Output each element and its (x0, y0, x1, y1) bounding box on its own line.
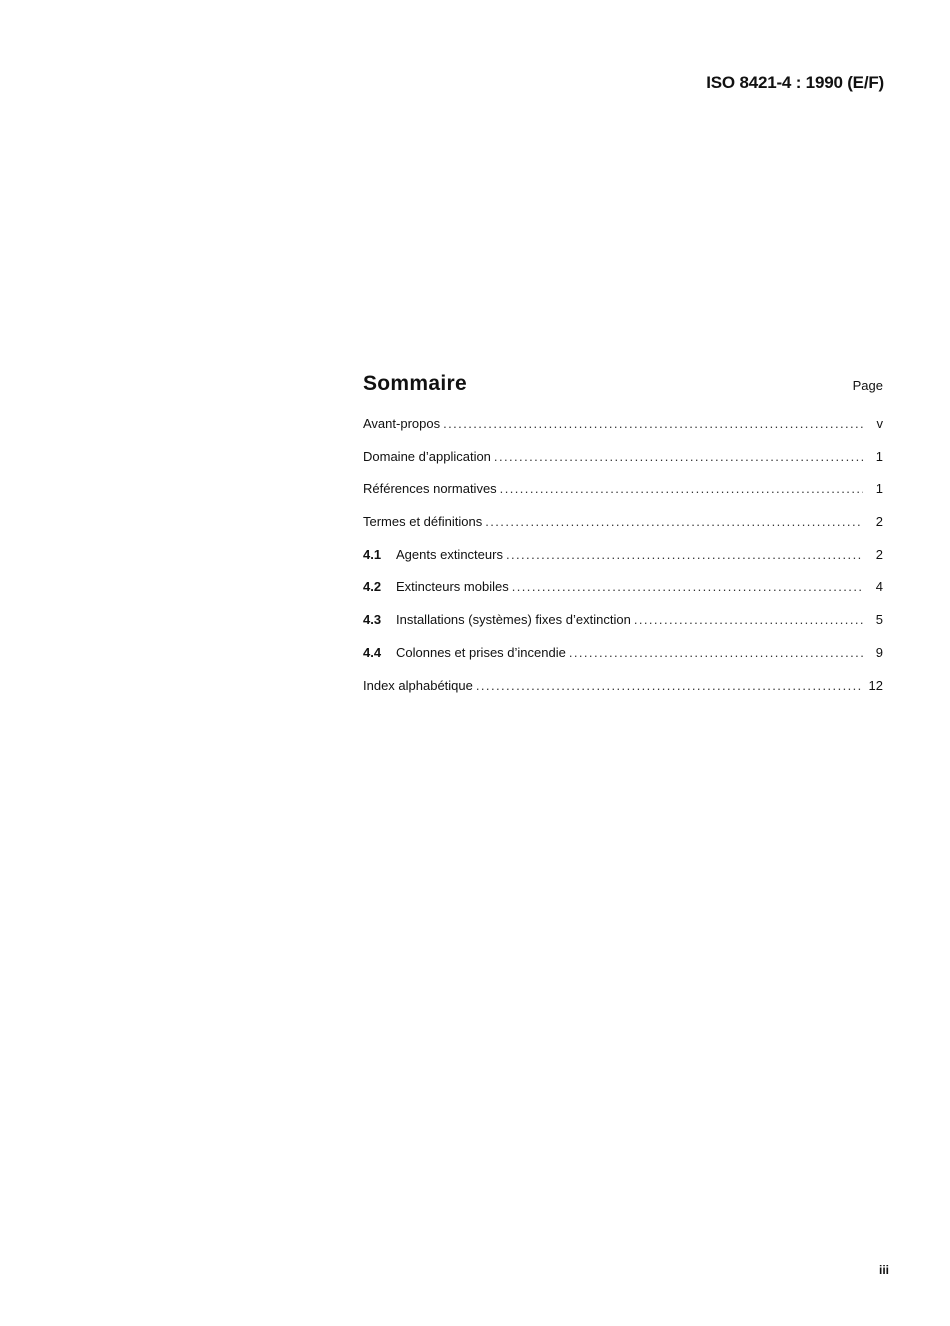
toc-dot-leader (476, 678, 863, 693)
toc-entry-page: 2 (875, 514, 883, 530)
toc-entry-index[interactable] (363, 678, 883, 711)
toc-entry-number: 4.1 (363, 546, 382, 562)
toc-entry-label: Agents extincteurs (396, 546, 503, 562)
toc-entry-domaine[interactable] (363, 449, 883, 482)
toc-entry-4-3[interactable] (363, 612, 883, 645)
toc-entry-number: 4.4 (363, 644, 382, 660)
toc-entry-page: 4 (875, 579, 883, 595)
toc-entry-label: Avant-propos (363, 416, 441, 431)
toc-dot-leader (506, 547, 863, 562)
toc-entry-label: Colonnes et prises d’incendie (396, 644, 566, 660)
toc-entry-page: v (876, 416, 883, 431)
toc-entry-page: 2 (875, 546, 883, 562)
toc-dot-leader (485, 514, 863, 529)
toc-dot-leader (494, 449, 863, 464)
toc-entry-list (363, 416, 883, 710)
toc-title: Sommaire (363, 372, 467, 395)
toc-entry-references[interactable] (363, 481, 883, 514)
toc-entry-label: Références normatives (363, 481, 497, 497)
toc-entry-page: 9 (875, 644, 883, 660)
toc-entry-label: Domaine d’application (363, 448, 491, 464)
toc-entry-avant-propos[interactable] (363, 416, 883, 449)
toc-dot-leader (634, 612, 863, 627)
toc-entry-label: Extincteurs mobiles (396, 579, 509, 595)
toc-entry-number: 4.2 (363, 579, 382, 595)
toc-dot-leader (443, 416, 863, 431)
toc-entry-page: 5 (875, 612, 883, 628)
toc-entry-label: Termes et définitions (363, 514, 483, 530)
toc-entry-number: 4.3 (363, 612, 382, 628)
toc-header (363, 372, 883, 402)
toc-entry-4-2[interactable] (363, 579, 883, 612)
document-identifier: ISO 8421-4 : 1990 (E/F) (706, 73, 884, 92)
page-number: iii (878, 1263, 889, 1277)
toc-entry-page: 1 (875, 448, 883, 464)
toc-page-column-label: Page (852, 378, 883, 393)
toc-entry-termes[interactable] (363, 514, 883, 547)
toc-dot-leader (512, 579, 863, 594)
toc-dot-leader (569, 645, 863, 660)
toc-entry-page: 12 (868, 677, 883, 693)
table-of-contents (363, 372, 883, 710)
toc-entry-label: Index alphabétique (363, 677, 473, 693)
toc-entry-4-1[interactable] (363, 547, 883, 580)
toc-dot-leader (500, 481, 863, 496)
toc-entry-label: Installations (systèmes) fixes d’extinction (396, 612, 631, 628)
toc-entry-page: 1 (875, 481, 883, 497)
toc-entry-4-4[interactable] (363, 645, 883, 678)
